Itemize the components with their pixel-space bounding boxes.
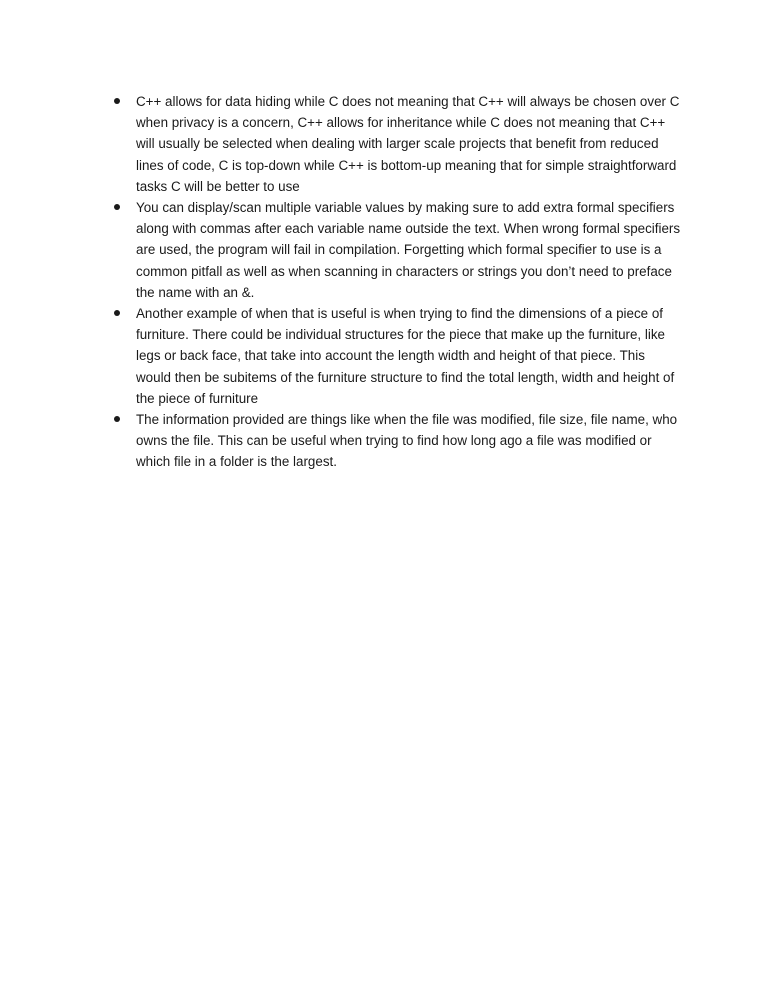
list-item-text: The information provided are things like when the file was modified, file size, file name, who owns the file. This can be useful when trying to find how long ago a file was modified or which file in a folder is the largest. (136, 412, 678, 470)
bullet-icon (114, 310, 120, 316)
list-item-text: You can display/scan multiple variable values by making sure to add extra formal specifiers along with commas after each variable name outside the text. When wrong formal specifiers are used, the program will fail in compilation. Forgetting which formal specifier to use is a common pitfall as well as when scanning in characters or strings you don’t need to preface the name with an &. (136, 200, 681, 300)
list-item-text: C++ allows for data hiding while C does not meaning that C++ will always be chosen over C when privacy is a concern, C++ allows for inheritance while C does not meaning that C++ will usually be selected when dealing with larger scale projects that benefit from reduced lines of code, C is top-down while C++ is bottom-up meaning that for simple straightforward tasks C will be better to use (136, 94, 680, 194)
bullet-icon (114, 204, 120, 210)
bullet-icon (114, 416, 120, 422)
list-item (112, 91, 682, 197)
list-item (112, 197, 682, 303)
bullet-list (112, 91, 682, 473)
list-item (112, 303, 682, 409)
list-item (112, 409, 682, 473)
bullet-icon (114, 98, 120, 104)
list-item-text: Another example of when that is useful is when trying to find the dimensions of a piece of furniture. There could be individual structures for the piece that make up the furniture, like legs or back face, that take into account the length width and height of that piece. This would then be subitems of the furniture structure to find the total length, width and height of the piece of furniture (136, 306, 675, 406)
